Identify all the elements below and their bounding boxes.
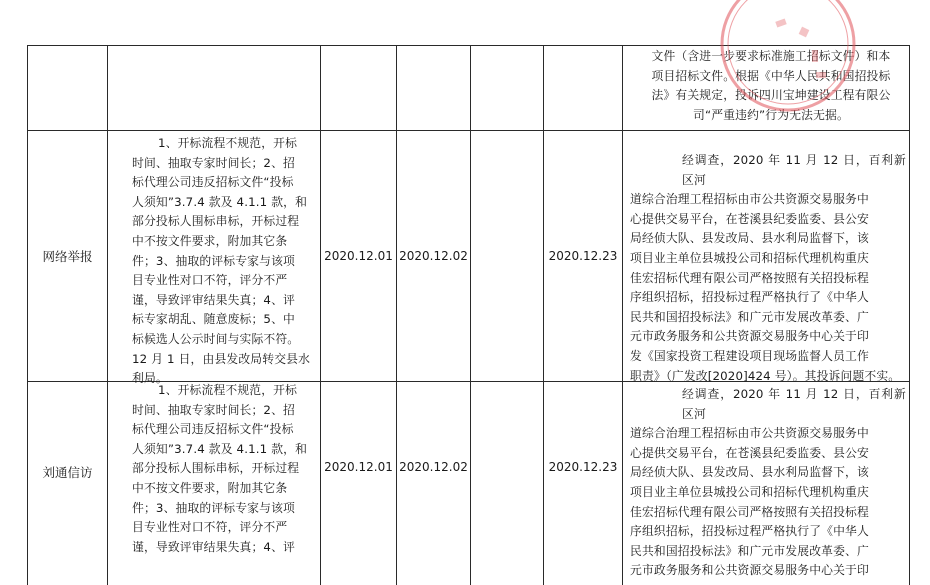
- content-line: 时间、抽取专家时间长；2、招: [132, 155, 295, 170]
- content-line: 1、开标流程不规范，开标: [158, 136, 298, 150]
- content-line: 中不按文件要求，附加其它条: [132, 480, 288, 495]
- result-line: 发《国家投资工程建设项目现场监督人员工作: [630, 348, 869, 363]
- result-line: 序组织招标，招投标过程严格执行了《中华人: [630, 290, 869, 305]
- date-blank: [471, 382, 543, 552]
- content-line: 人须知”3.7.4 款及 4.1.1 款，和: [132, 194, 308, 209]
- content-line: 部分投标人围标串标，开标过程: [132, 214, 300, 229]
- result-line: 民共和国招投标法》和广元市发展改革委、广: [630, 309, 869, 324]
- content-line: 标候选人公示时间与实际不符。: [132, 331, 300, 346]
- content-line: 部分投标人围标串标，开标过程: [132, 461, 300, 476]
- result-line: 局经侦大队、县发改局、县水利局监督下，该: [630, 231, 869, 246]
- result-line: 心提供交易平台，在苍溪县纪委监委、县公安: [630, 211, 869, 226]
- complaint-source-cell: [28, 131, 107, 381]
- result-line: 司“严重违约”行为无法无据。: [693, 107, 849, 122]
- content-line: 谨，导致评审结果失真；4、评: [132, 292, 295, 307]
- grid-line: [27, 45, 910, 46]
- complaint-source: 刘通信访: [42, 465, 93, 480]
- content-line: 12 月 1 日，由县发改局转交县水: [132, 351, 311, 366]
- date-concluded: 2020.12.23: [548, 460, 618, 474]
- date-accepted: 2020.12.02: [399, 460, 468, 474]
- date-accepted: 2020.12.02: [399, 249, 468, 263]
- complaint-source: 网络举报: [42, 249, 93, 264]
- content-line: 1、开标流程不规范，开标: [158, 383, 298, 397]
- complaint-source-cell: [28, 382, 107, 562]
- date-received: 2020.12.01: [324, 249, 393, 263]
- content-line: 标代理公司违反招标文件“投标: [132, 422, 294, 437]
- content-line: 目专业性对口不符，评分不严: [132, 520, 288, 535]
- result-line: 项目业主单位县城投公司和招标代理机构重庆: [630, 484, 869, 499]
- result-line: 佳宏招标代理有限公司严格按照有关招投标程: [630, 270, 869, 285]
- result-cell: [630, 385, 906, 581]
- content-line: 标代理公司违反招标文件“投标: [132, 175, 294, 190]
- content-line: 标专家胡乱、随意废标；5、中: [132, 312, 295, 327]
- result-line: 经调查，2020 年 11 月 12 日，百利新区河: [682, 387, 906, 421]
- result-line: 序组织招标，招投标过程严格执行了《中华人: [630, 524, 869, 539]
- content-line: 利局。: [132, 371, 168, 386]
- date-blank: [471, 131, 543, 381]
- result-line: 道综合治理工程招标由市公共资源交易服务中: [630, 192, 869, 207]
- result-cell: [630, 151, 906, 386]
- content-line: 件；3、抽取的评标专家与该项: [132, 500, 295, 515]
- date-concluded: 2020.12.23: [548, 249, 618, 263]
- result-line: 法》有关规定，投诉四川宝坤建设工程有限公: [651, 88, 891, 103]
- content-line: 中不按文件要求，附加其它条: [132, 233, 288, 248]
- grid-line: [622, 45, 623, 585]
- result-line: 元市政务服务和公共资源交易服务中心关于印: [630, 563, 869, 578]
- complaint-content-cell: [132, 134, 316, 389]
- content-line: 谨，导致评审结果失真；4、评: [132, 539, 295, 554]
- result-line: 民共和国招投标法》和广元市发展改革委、广: [630, 543, 869, 558]
- result-line: 道综合治理工程招标由市公共资源交易服务中: [630, 426, 869, 441]
- content-line: 人须知”3.7.4 款及 4.1.1 款，和: [132, 441, 308, 456]
- grid-line: [909, 45, 910, 585]
- result-line: 项目业主单位县城投公司和招标代理机构重庆: [630, 250, 869, 265]
- content-line: 时间、抽取专家时间长；2、招: [132, 402, 295, 417]
- grid-line: [107, 45, 108, 585]
- complaint-content-cell: [132, 381, 316, 557]
- result-line: 心提供交易平台，在苍溪县纪委监委、县公安: [630, 445, 869, 460]
- result-cell-continued: [640, 47, 902, 125]
- result-line: 元市政务服务和公共资源交易服务中心关于印: [630, 329, 869, 344]
- result-line: 佳宏招标代理有限公司严格按照有关招投标程: [630, 504, 869, 519]
- result-line: 局经侦大队、县发改局、县水利局监督下，该: [630, 465, 869, 480]
- content-line: 目专业性对口不符，评分不严: [132, 273, 288, 288]
- date-received: 2020.12.01: [324, 460, 393, 474]
- result-line: 文件（含进一步要求标准施工招标文件）和本: [651, 49, 891, 63]
- result-line: 经调查，2020 年 11 月 12 日，百利新区河: [682, 153, 906, 187]
- content-line: 件；3、抽取的评标专家与该项: [132, 253, 295, 268]
- result-line: 项目招标文件。根据《中华人民共和国招投标: [651, 68, 891, 83]
- result-line: 职责》（广发改[2020]424 号）。其投诉问题不实。: [630, 368, 901, 383]
